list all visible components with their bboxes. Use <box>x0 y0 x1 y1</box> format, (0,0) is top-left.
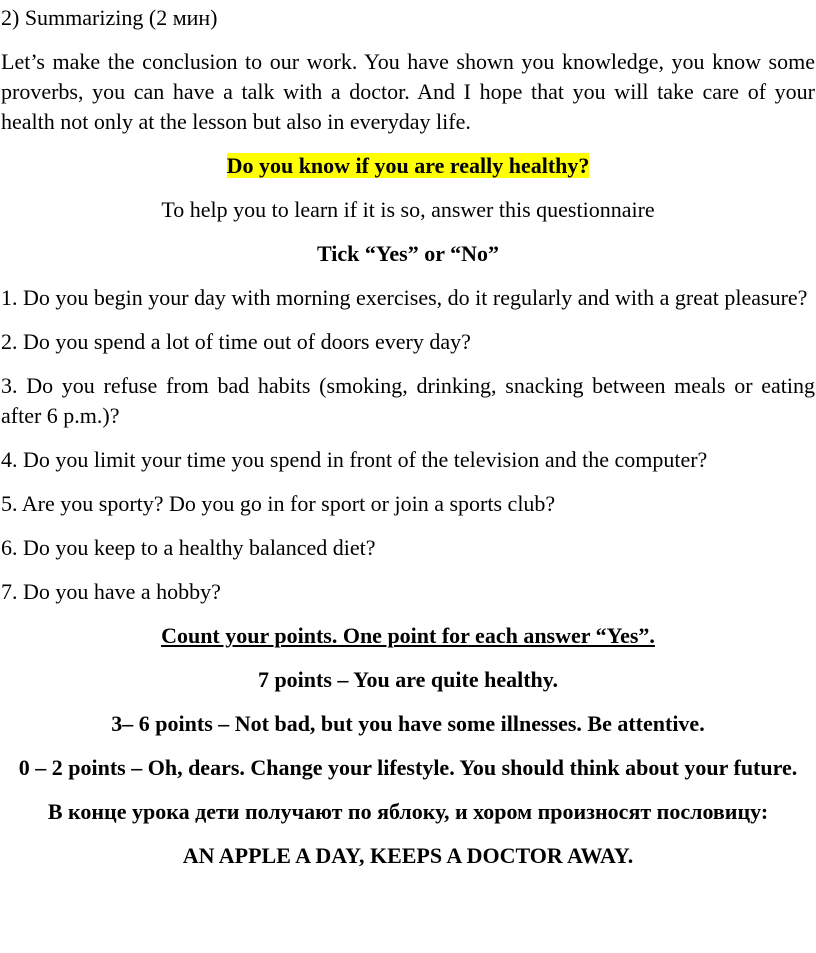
result-0-2-points: 0 – 2 points – Oh, dears. Change your lifestyle. You should think about your future. <box>18 755 798 780</box>
tick-line: Tick “Yes” or “No” <box>317 241 499 266</box>
question-item-4: 4. Do you limit your time you spend in front of the television and the computer? <box>1 447 708 472</box>
question-title-line <box>1 151 815 181</box>
question-item-1: 1. Do you begin your day with morning exercises, do it regularly and with a great pleasure? <box>1 285 808 310</box>
closing-russian: В конце урока дети получают по яблоку, и хором произносят пословицу: <box>47 799 769 824</box>
count-instruction: Count your points. One point for each answer “Yes”. <box>161 623 655 648</box>
question-item-5: 5. Are you sporty? Do you go in for sport or join a sports club? <box>1 491 556 516</box>
instruction-line: To help you to learn if it is so, answer this questionnaire <box>161 197 655 222</box>
intro-paragraph: Let’s make the conclusion to our work. You have shown you knowledge, you know some proverbs, you can have a talk with a doctor. And I hope that you will take care of your health not only at the lesson but also in everyday life. <box>1 49 815 134</box>
document-page <box>0 3 816 953</box>
question-item-3: 3. Do you refuse from bad habits (smoking, drinking, snacking between meals or eating after 6 p.m.)? <box>1 373 815 428</box>
question-item-7: 7. Do you have a hobby? <box>1 579 221 604</box>
section-heading: 2) Summarizing (2 мин) <box>1 5 218 30</box>
result-3-6-points: 3– 6 points – Not bad, but you have some illnesses. Be attentive. <box>111 711 705 736</box>
question-item-2: 2. Do you spend a lot of time out of doors every day? <box>1 329 471 354</box>
proverb: AN APPLE A DAY, KEEPS A DOCTOR AWAY. <box>182 843 634 868</box>
count-line <box>1 621 815 651</box>
question-item-6: 6. Do you keep to a healthy balanced diet? <box>1 535 376 560</box>
question-title: Do you know if you are really healthy? <box>226 153 590 178</box>
result-7-points: 7 points – You are quite healthy. <box>257 667 559 692</box>
